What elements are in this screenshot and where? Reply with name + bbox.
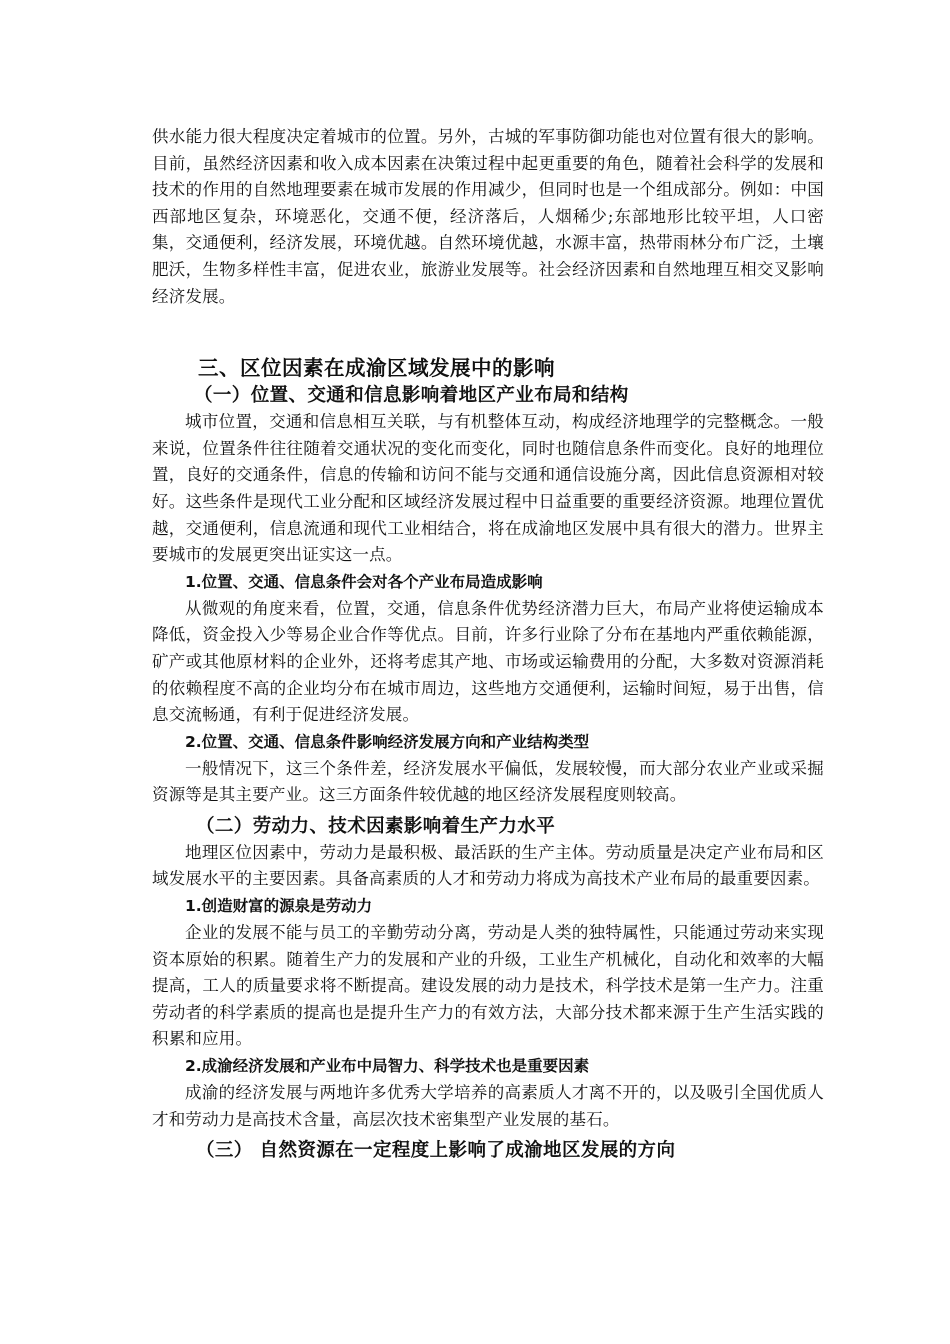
section-2-sub-2-heading: 2.成渝经济发展和产业布中局智力、科学技术也是重要因素: [185, 1057, 590, 1076]
section-1-paragraph: 城市位置，交通和信息相互关联，与有机整体互动，构成经济地理学的完整概念。一般来说，位置条件往往随着交通状况的变化而变化，同时也随信息条件而变化。良好的地理位置，良好的交通条件，信息的传输和访问不能与交通和通信设施分离，因此信息资源相对较好。这些条件是现代工业分配和区域经济发展过程中日益重要的重要经济资源。地理位置优越，交通便利，信息流通和现代工业相结合，将在成渝地区发展中具有很大的潜力。世界主要城市的发展更突出证实这一点。: [152, 412, 824, 565]
section-2-paragraph: 地理区位因素中，劳动力是最积极、最活跃的生产主体。劳动质量是决定产业布局和区域发展水平的主要因素。具备高素质的人才和劳动力将成为高技术产业布局的最重要因素。: [152, 842, 824, 889]
section-1-heading: （一）位置、交通和信息影响着地区产业布局和结构: [194, 385, 629, 407]
intro-paragraph: 供水能力很大程度决定着城市的位置。另外，古城的军事防御功能也对位置有很大的影响。目前，虽然经济因素和收入成本因素在决策过程中起更重要的角色，随着社会科学的发展和技术的作用的自然地理要素在城市发展的作用减少，但同时也是一个组成部分。例如：中国西部地区复杂，环境恶化，交通不便，经济落后，人烟稀少;东部地形比较平坦，人口密集，交通便利，经济发展，环境优越。自然环境优越，水源丰富，热带雨林分布广泛，土壤肥沃，生物多样性丰富，促进农业，旅游业发展等。社会经济因素和自然地理互相交叉影响经济发展。: [152, 127, 824, 306]
section-spacer: [152, 310, 824, 354]
section-2-sub-1-paragraph: 企业的发展不能与员工的辛勤劳动分离，劳动是人类的独特属性，只能通过劳动来实现资本原始的积累。随着生产力的发展和产业的升级，工业生产机械化，自动化和效率的大幅提高，工人的质量要求将不断提高。建设发展的动力是技术，科学技术是第一生产力。注重劳动者的科学素质的提高也是提升生产力的有效方法，大部分技术都来源于生产生活实践的积累和应用。: [152, 923, 824, 1049]
section-1-sub-1-heading: 1.位置、交通、信息条件会对各个产业布局造成影响: [185, 572, 543, 591]
section-1-sub-2-heading: 2.位置、交通、信息条件影响经济发展方向和产业结构类型: [185, 732, 590, 751]
section-1-sub-2-paragraph: 一般情况下，这三个条件差，经济发展水平偏低，发展较慢，而大部分农业产业或采掘资源等是其主要产业。这三方面条件较优越的地区经济发展程度则较高。: [152, 758, 824, 805]
section-3-heading: （三） 自然资源在一定程度上影响了成渝地区发展的方向: [196, 1140, 676, 1162]
section-1-sub-1-paragraph: 从微观的角度来看，位置，交通，信息条件优势经济潜力巨大，布局产业将使运输成本降低，资金投入少等易企业合作等优点。目前，许多行业除了分布在基地内严重依赖能源，矿产或其他原材料的企业外，还将考虑其产地、市场或运输费用的分配，大多数对资源消耗的依赖程度不高的企业均分布在城市周边，这些地方交通便利，运输时间短，易于出售，信息交流畅通，有利于促进经济发展。: [152, 598, 824, 725]
section-2-sub-1-heading: 1.创造财富的源泉是劳动力: [185, 897, 373, 916]
chapter-heading: 三、区位因素在成渝区域发展中的影响: [198, 356, 555, 381]
document-body: [152, 124, 824, 1164]
section-2-sub-2-paragraph: 成渝的经济发展与两地许多优秀大学培养的高素质人才离不开的，以及吸引全国优质人才和劳动力是高技术含量，高层次技术密集型产业发展的基石。: [152, 1083, 824, 1129]
section-2-heading: （二）劳动力、技术因素影响着生产力水平: [196, 815, 556, 837]
